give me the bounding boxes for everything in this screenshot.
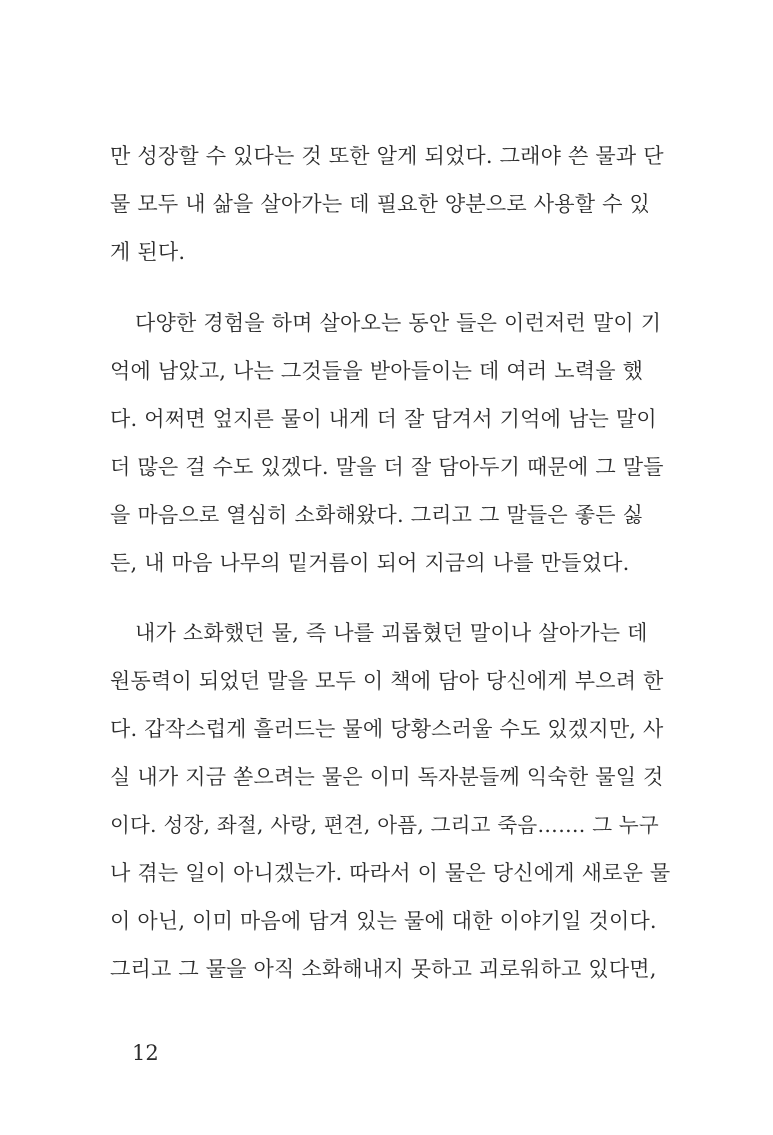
- text-line: 억에 남았고, 나는 그것들을 받아들이는 데 여러 노력을 했: [110, 359, 644, 383]
- text-line: 이다. 성장, 좌절, 사랑, 편견, 아픔, 그리고 죽음……. 그 누구: [110, 813, 659, 837]
- text-line: 나 겪는 일이 아니겠는가. 따라서 이 물은 당신에게 새로운 물: [110, 861, 671, 885]
- text-line: 물 모두 내 삶을 살아가는 데 필요한 양분으로 사용할 수 있: [110, 192, 650, 216]
- text-line: 만 성장할 수 있다는 것 또한 알게 되었다. 그래야 쓴 물과 단: [110, 144, 664, 168]
- text-line: 든, 내 마음 나무의 밑거름이 되어 지금의 나를 만들었다.: [110, 551, 630, 575]
- text-line: 게 된다.: [110, 240, 186, 264]
- text-line: 이 아닌, 이미 마음에 담겨 있는 물에 대한 이야기일 것이다.: [110, 909, 657, 933]
- text-line: 다. 갑작스럽게 흘러드는 물에 당황스러울 수도 있겠지만, 사: [110, 717, 664, 741]
- text-line: 을 마음으로 열심히 소화해왔다. 그리고 그 말들은 좋든 싫: [110, 503, 644, 527]
- text-line: 내가 소화했던 물, 즉 나를 괴롭혔던 말이나 살아가는 데: [135, 621, 648, 645]
- text-line: 실 내가 지금 쏟으려는 물은 이미 독자분들께 익숙한 물일 것: [110, 765, 664, 789]
- page-number: 12: [132, 1041, 159, 1065]
- text-line: 다. 어쩌면 엎지른 물이 내게 더 잘 담겨서 기억에 남는 말이: [110, 407, 657, 431]
- text-line: 원동력이 되었던 말을 모두 이 책에 담아 당신에게 부으려 한: [110, 669, 664, 693]
- text-line: 다양한 경험을 하며 살아오는 동안 들은 이런저런 말이 기: [135, 311, 662, 335]
- text-line: 더 많은 걸 수도 있겠다. 말을 더 잘 담아두기 때문에 그 말들: [110, 455, 664, 479]
- text-line: 그리고 그 물을 아직 소화해내지 못하고 괴로워하고 있다면,: [110, 957, 657, 981]
